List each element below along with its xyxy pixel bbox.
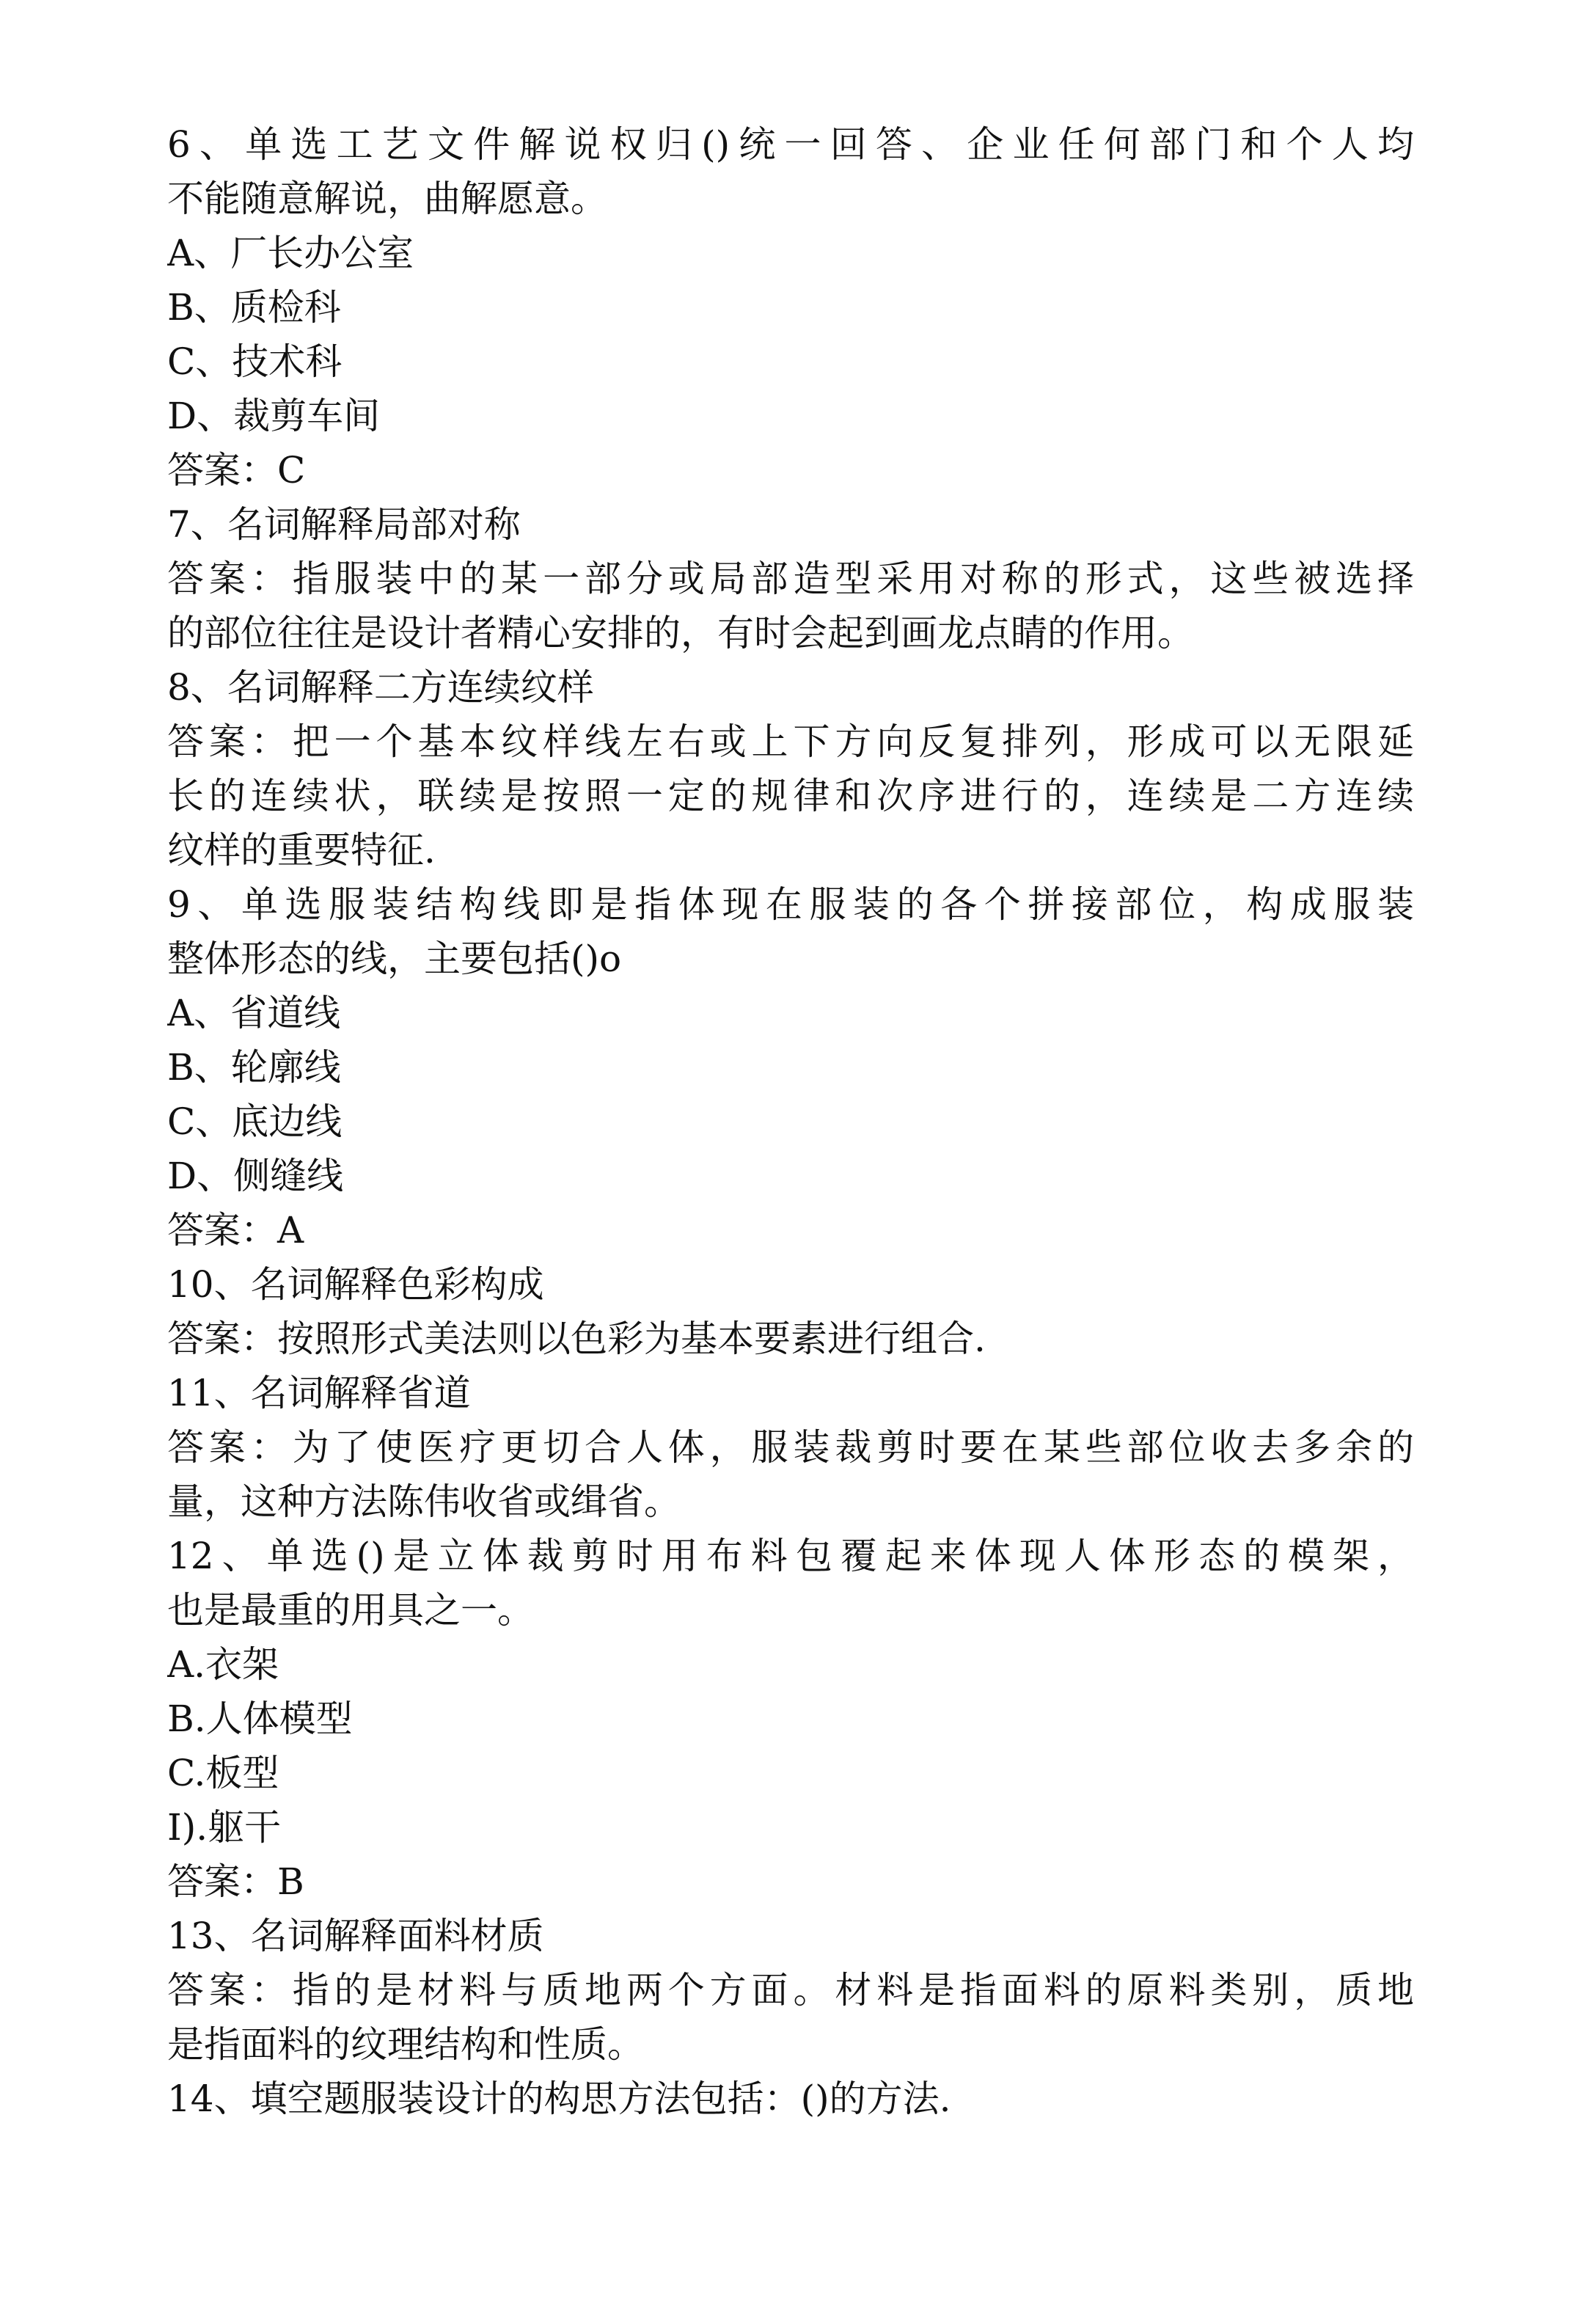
question-12-option-a: A.衣架 [167,1643,279,1686]
question-12-line-1: 12、单选()是立体裁剪时用布料包覆起来体现人体形态的模架， [167,1535,1414,1577]
question-13-answer-line-2: 是指面料的纹理结构和性质。 [167,2023,644,2066]
question-6-option-c: C、技术科 [167,340,343,383]
question-7-title: 7、名词解释局部对称 [167,503,521,546]
question-8-title: 8、名词解释二方连续纹样 [167,666,594,709]
question-8-answer-line-2: 长的连续状，联续是按照一定的规律和次序进行的，连续是二方连续 [167,775,1414,817]
question-11-answer-line-1: 答案：为了使医疗更切合人体，服装裁剪时要在某些部位收去多余的 [167,1426,1414,1469]
question-9-line-2: 整体形态的线，主要包括()o [167,938,622,980]
question-12-option-d: I).躯干 [167,1806,282,1849]
question-10-title: 10、名词解释色彩构成 [167,1263,544,1306]
question-12-answer: 答案：B [167,1860,304,1903]
question-6-option-a: A、厂长办公室 [167,232,414,274]
question-12-option-b: B.人体模型 [167,1698,353,1740]
question-12-option-c: C.板型 [167,1752,279,1794]
question-6-line-1: 6、单选工艺文件解说权归()统一回答、企业任何部门和个人均 [167,123,1414,166]
question-7-answer-line-2: 的部位往往是设计者精心安排的，有时会起到画龙点睛的作用。 [167,612,1194,654]
question-9-option-b: B、轮廓线 [167,1046,341,1089]
question-13-title: 13、名词解释面料材质 [167,1915,544,1957]
question-6-line-2: 不能随意解说，曲解愿意。 [167,178,607,220]
question-6-answer: 答案：C [167,449,306,492]
question-9-answer: 答案：A [167,1209,304,1251]
question-8-answer-line-1: 答案：把一个基本纹样线左右或上下方向反复排列，形成可以无限延 [167,720,1414,763]
document-page [167,117,1414,2126]
question-12-line-2: 也是最重的用具之一。 [167,1589,534,1631]
question-9-option-c: C、底边线 [167,1100,343,1143]
question-13-answer-line-1: 答案：指的是材料与质地两个方面。材料是指面料的原料类别，质地 [167,1969,1414,2011]
question-9-option-a: A、省道线 [167,992,341,1034]
question-11-answer-line-2: 量，这种方法陈伟收省或缉省。 [167,1480,681,1523]
question-14-title: 14、填空题服装设计的构思方法包括：()的方法. [167,2078,951,2120]
question-10-answer: 答案：按照形式美法则以色彩为基本要素进行组合. [167,1318,986,1360]
question-6-option-d: D、裁剪车间 [167,395,381,437]
question-8-answer-line-3: 纹样的重要特征. [167,829,436,872]
question-6-option-b: B、质检科 [167,286,341,329]
question-9-line-1: 9、单选服装结构线即是指体现在服装的各个拼接部位，构成服装 [167,883,1414,926]
question-11-title: 11、名词解释省道 [167,1372,471,1414]
question-9-option-d: D、侧缝线 [167,1155,344,1197]
question-7-answer-line-1: 答案：指服装中的某一部分或局部造型采用对称的形式，这些被选择 [167,558,1414,600]
